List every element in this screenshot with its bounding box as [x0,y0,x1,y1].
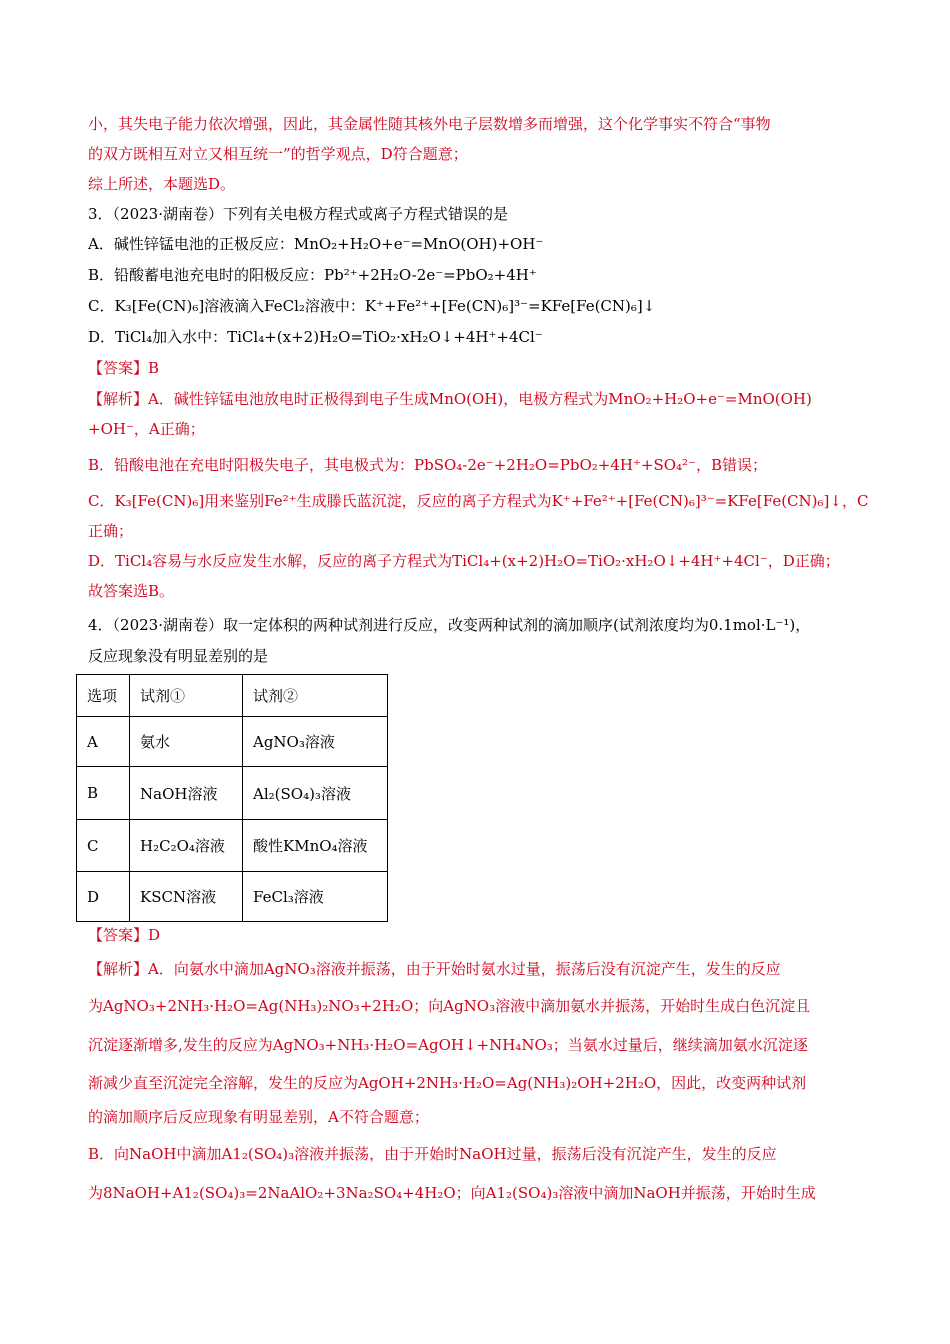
text-line: 4．（2023·湖南卷）取一定体积的两种试剂进行反应，改变两种试剂的滴加顺序(试剂浓度均为0.1mol·L⁻¹)， [88,616,811,634]
table-header-row [77,675,388,717]
table-cell: NaOH溶液 [130,767,243,820]
table-cell: B [77,767,130,820]
text-line: 故答案选B。 [88,582,175,600]
text-line: 3．（2023·湖南卷）下列有关电极方程式或离子方程式错误的是 [88,205,508,223]
text-line: 【解析】A．向氨水中滴加AgNO₃溶液并振荡，由于开始时氨水过量，振荡后没有沉淀产生，发生的反应 [88,960,781,978]
table-row [77,872,388,922]
text-line: 的滴加顺序后反应现象有明显差别，A不符合题意； [88,1108,429,1126]
text-line: 【答案】D [88,926,161,944]
text-line: 为AgNO₃+2NH₃·H₂O=Ag(NH₃)₂NO₃+2H₂O；向AgNO₃溶液中滴加氨水并振荡，开始时生成白色沉淀且 [88,997,811,1015]
text-line: 【答案】B [88,359,160,377]
table-row [77,767,388,820]
text-line: C．K₃[Fe(CN)₆]溶液滴入FeCl₂溶液中：K⁺+Fe²⁺+[Fe(CN)₆]³⁻=KFe[Fe(CN)₆]↓ [88,297,656,315]
table-cell: A [77,717,130,767]
table-header-cell: 选项 [77,675,130,717]
text-line: 渐减少直至沉淀完全溶解，发生的反应为AgOH+2NH₃·H₂O=Ag(NH₃)₂OH+2H₂O，因此，改变两种试剂 [88,1074,807,1092]
text-line: +OH⁻，A正确； [88,420,205,438]
table-header-cell: 试剂② [243,675,388,717]
text-line: 沉淀逐渐增多,发生的反应为AgNO₃+NH₃·H₂O=AgOH↓+NH₄NO₃；当氨水过量后，继续滴加氨水沉淀逐 [88,1036,808,1054]
table-row [77,717,388,767]
options-table [76,674,388,922]
text-line: 为8NaOH+A1₂(SO₄)₃=2NaAlO₂+3Na₂SO₄+4H₂O；向A1₂(SO₄)₃溶液中滴加NaOH并振荡，开始时生成 [88,1184,816,1202]
text-line: C．K₃[Fe(CN)₆]用来鉴别Fe²⁺生成滕氏蓝沉淀，反应的离子方程式为K⁺+Fe²⁺+[Fe(CN)₆]³⁻=KFe[Fe(CN)₆]↓，C [88,492,869,510]
text-line: 小，其失电子能力依次增强，因此，其金属性随其核外电子层数增多而增强，这个化学事实不符合“事物 [88,115,771,133]
text-line: 【解析】A．碱性锌锰电池放电时正极得到电子生成MnO(OH)，电极方程式为MnO₂+H₂O+e⁻=MnO(OH) [88,390,812,408]
table-header-cell: 试剂① [130,675,243,717]
table-cell: KSCN溶液 [130,872,243,922]
text-line: D．TiCl₄容易与水反应发生水解，反应的离子方程式为TiCl₄+(x+2)H₂O=TiO₂·xH₂O↓+4H⁺+4Cl⁻，D正确； [88,552,840,570]
text-line: 综上所述，本题选D。 [88,175,236,193]
text-line: 正确； [88,522,134,540]
table-cell: D [77,872,130,922]
table-cell: Al₂(SO₄)₃溶液 [243,767,388,820]
table-cell: 酸性KMnO₄溶液 [243,820,388,872]
table-cell: FeCl₃溶液 [243,872,388,922]
table-row [77,820,388,872]
table-cell: AgNO₃溶液 [243,717,388,767]
text-line: 反应现象没有明显差别的是 [88,647,269,665]
text-line: B．铅酸电池在充电时阳极失电子，其电极式为：PbSO₄-2e⁻+2H₂O=PbO₂+4H⁺+SO₄²⁻，B错误； [88,456,768,474]
text-line: B．向NaOH中滴加A1₂(SO₄)₃溶液并振荡，由于开始时NaOH过量，振荡后没有沉淀产生，发生的反应 [88,1145,777,1163]
text-line: B．铅酸蓄电池充电时的阳极反应：Pb²⁺+2H₂O-2e⁻=PbO₂+4H⁺ [88,266,537,284]
text-line: D．TiCl₄加入水中：TiCl₄+(x+2)H₂O=TiO₂·xH₂O↓+4H⁺+4Cl⁻ [88,328,543,346]
table-cell: C [77,820,130,872]
table-cell: H₂C₂O₄溶液 [130,820,243,872]
text-line: A．碱性锌锰电池的正极反应：MnO₂+H₂O+e⁻=MnO(OH)+OH⁻ [88,235,544,253]
text-line: 的双方既相互对立又相互统一”的哲学观点，D符合题意； [88,145,468,163]
table-cell: 氨水 [130,717,243,767]
